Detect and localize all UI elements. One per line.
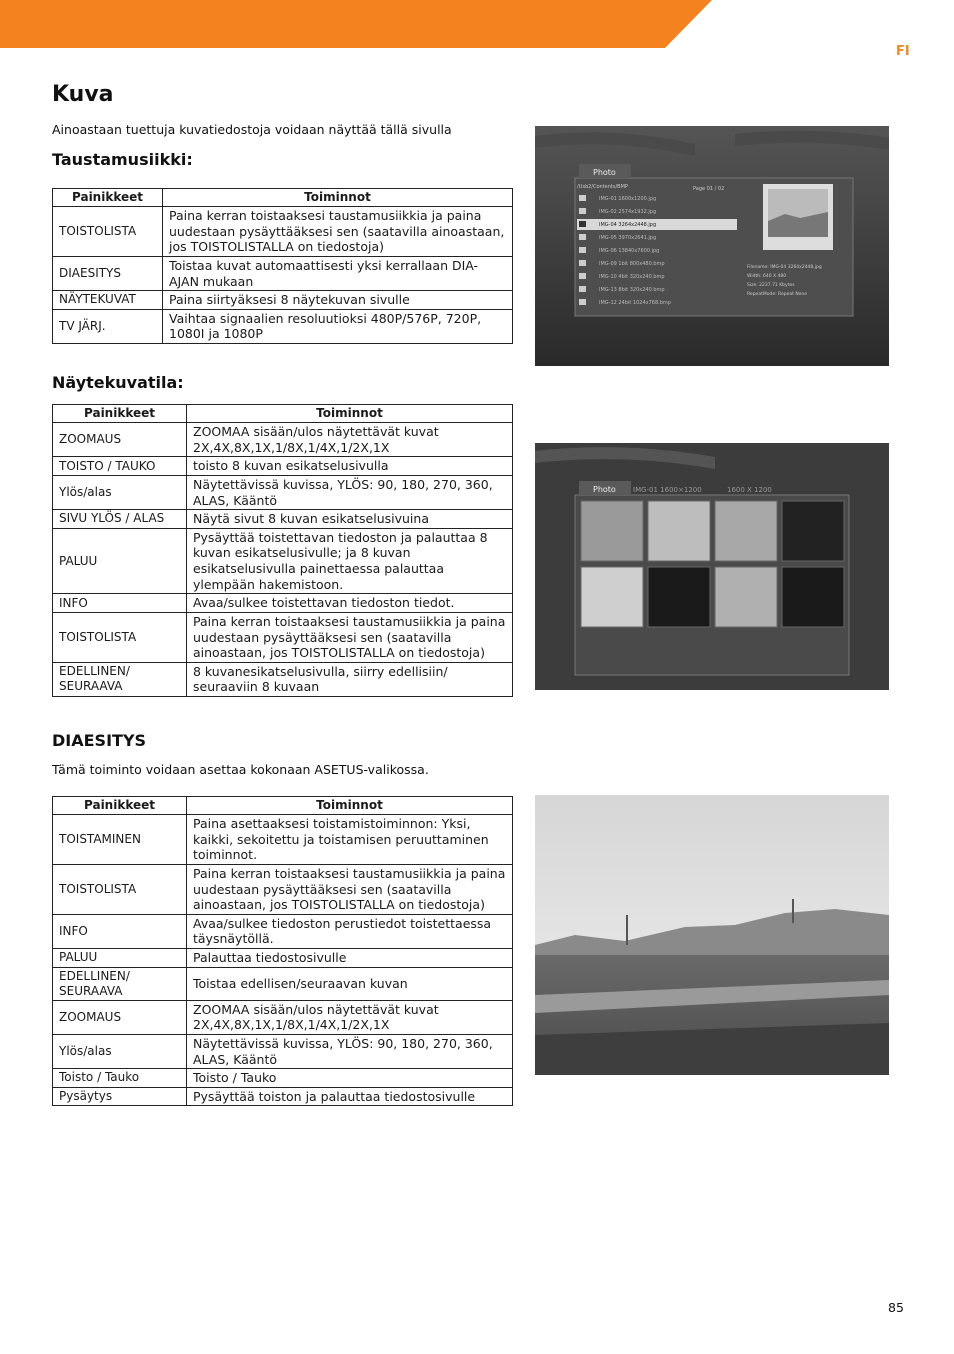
function-cell: Paina kerran toistaaksesi taustamusiikkia ja paina uudestaan pysäyttääksesi sen (saatavilla ainoastaan, jos TOISTOLISTALLA on tiedostoja)	[163, 207, 513, 257]
fullscreen-photo	[535, 795, 889, 1075]
function-cell: toisto 8 kuvan esikatselusivulla	[187, 457, 513, 476]
function-cell: Paina asettaaksesi toistamistoiminnon: Yksi, kaikki, sekoitettu ja toistamisen peruuttaminen toiminnot.	[187, 815, 513, 865]
file-list-item: IMG-10 4bit 320x240.bmp	[599, 274, 665, 280]
table-row	[53, 528, 513, 594]
function-cell: Paina siirtyäksesi 8 näytekuvan sivulle	[163, 291, 513, 310]
camera-icon	[579, 221, 586, 227]
function-cell: Näytä sivut 8 kuvan esikatselusivuina	[187, 510, 513, 529]
function-cell: Avaa/sulkee toistettavan tiedoston tiedot.	[187, 594, 513, 613]
table-row	[53, 291, 513, 310]
buttons-table	[52, 796, 513, 1106]
screen1-path: /Usb2/Contents/BMP	[577, 184, 628, 190]
buttons-table	[52, 188, 513, 344]
thumbnail-tile	[782, 567, 844, 627]
function-cell: ZOOMAA sisään/ulos näytettävät kuvat 2X,4X,8X,1X,1/8X,1/4X,1/2X,1X	[187, 423, 513, 457]
section-heading: Taustamusiikki:	[52, 150, 193, 169]
table-row	[53, 864, 513, 914]
function-cell: Näytettävissä kuvissa, YLÖS: 90, 180, 270, 360, ALAS, Kääntö	[187, 1034, 513, 1068]
section-heading: Näytekuvatila:	[52, 373, 184, 392]
thumbnail-tile	[581, 567, 643, 627]
screenshot-graphic	[535, 443, 889, 690]
button-name-cell: INFO	[53, 914, 187, 948]
column-header: Painikkeet	[53, 405, 187, 423]
table-row	[53, 475, 513, 509]
page-number: 85	[888, 1300, 904, 1315]
thumbnail-tile	[648, 501, 710, 561]
button-name-cell: Toisto / Tauko	[53, 1069, 187, 1088]
button-name-cell: Pysäytys	[53, 1087, 187, 1106]
file-list-item: IMG-05 3970x2641.jpg	[599, 235, 657, 241]
table-row	[53, 1087, 513, 1106]
table-row	[53, 423, 513, 457]
column-header: Toiminnot	[187, 405, 513, 423]
screen1-tab: Photo	[593, 168, 616, 177]
function-cell: Näytettävissä kuvissa, YLÖS: 90, 180, 270, 360, ALAS, Kääntö	[187, 475, 513, 509]
screen2-file: IMG-01 1600×1200	[633, 486, 702, 494]
language-label: FI	[896, 44, 910, 59]
button-name-cell: Ylös/alas	[53, 475, 187, 509]
table-row	[53, 662, 513, 696]
button-name-cell: Ylös/alas	[53, 1034, 187, 1068]
camera-icon	[579, 208, 586, 214]
button-name-cell: DIAESITYS	[53, 256, 163, 290]
camera-icon	[579, 247, 586, 253]
screen1-page: Page 01 / 02	[693, 186, 725, 192]
table-row	[53, 949, 513, 968]
table-row	[53, 612, 513, 662]
button-name-cell: TV JÄRJ.	[53, 309, 163, 343]
thumbnail-tile	[715, 567, 777, 627]
function-cell: Vaihtaa signaalien resoluutioksi 480P/576P, 720P, 1080I ja 1080P	[163, 309, 513, 343]
screen2-tab: Photo	[593, 485, 616, 494]
function-cell: 8 kuvanesikatselusivulla, siirry edellisiin/ seuraaviin 8 kuvaan	[187, 662, 513, 696]
thumbnail-tile	[648, 567, 710, 627]
column-header: Toiminnot	[187, 797, 513, 815]
file-list-item: IMG-02 2574x1932.jpg	[599, 209, 657, 215]
camera-icon	[579, 286, 586, 292]
function-cell: Pysäyttää toistettavan tiedoston ja palauttaa 8 kuvan esikatselusivulle; ja 8 kuvan esikatselusivulla painettaessa palauttaa ylempään hakemistoon.	[187, 528, 513, 594]
table-row	[53, 594, 513, 613]
camera-icon	[579, 260, 586, 266]
thumbnail-tile	[581, 501, 643, 561]
button-name-cell: PALUU	[53, 528, 187, 594]
table-row	[53, 914, 513, 948]
function-cell: ZOOMAA sisään/ulos näytettävät kuvat 2X,4X,8X,1X,1/8X,1/4X,1/2X,1X	[187, 1000, 513, 1034]
table-row	[53, 1069, 513, 1088]
table-row	[53, 967, 513, 1000]
button-name-cell: EDELLINEN/ SEURAAVA	[53, 967, 187, 1000]
function-cell: Palauttaa tiedostosivulle	[187, 949, 513, 968]
section-heading: DIAESITYS	[52, 731, 147, 750]
screen2-res: 1600 X 1200	[727, 486, 772, 494]
function-cell: Avaa/sulkee tiedoston perustiedot toistettaessa täysnäytöllä.	[187, 914, 513, 948]
button-name-cell: NÄYTEKUVAT	[53, 291, 163, 310]
function-cell: Paina kerran toistaaksesi taustamusiikkia ja paina uudestaan pysäyttääksesi sen (saatavilla ainoastaan, jos TOISTOLISTALLA on tiedostoja)	[187, 864, 513, 914]
file-info-line: Size: 2237.71 Kbytes	[747, 283, 795, 288]
table-row	[53, 815, 513, 865]
file-info-line: Width: 640 X 480	[747, 274, 787, 279]
file-list-item: IMG-13 8bit 320x240.bmp	[599, 287, 665, 293]
button-name-cell: INFO	[53, 594, 187, 613]
page-title: Kuva	[52, 82, 114, 107]
section-note: Tämä toiminto voidaan asettaa kokonaan ASETUS-valikossa.	[52, 762, 429, 777]
function-cell: Pysäyttää toiston ja palauttaa tiedostosivulle	[187, 1087, 513, 1106]
function-cell: Paina kerran toistaaksesi taustamusiikkia ja paina uudestaan pysäyttääksesi sen (saatavilla ainoastaan, jos TOISTOLISTALLA on tiedostoja)	[187, 612, 513, 662]
thumbnail-screenshot	[535, 443, 889, 690]
table-row	[53, 256, 513, 290]
file-list-item: IMG-06 13840x7600.jpg	[599, 248, 660, 254]
button-name-cell: SIVU YLÖS / ALAS	[53, 510, 187, 529]
file-list-item: IMG-01 1600x1200.jpg	[599, 196, 657, 202]
camera-icon	[579, 195, 586, 201]
buttons-table	[52, 404, 513, 697]
column-header: Toiminnot	[163, 189, 513, 207]
table-row	[53, 1034, 513, 1068]
camera-icon	[579, 273, 586, 279]
header-banner	[0, 0, 954, 50]
thumbnail-tile	[782, 501, 844, 561]
table-row	[53, 1000, 513, 1034]
table-row	[53, 457, 513, 476]
button-name-cell: TOISTOLISTA	[53, 864, 187, 914]
column-header: Painikkeet	[53, 189, 163, 207]
photo-graphic	[535, 795, 889, 1075]
button-name-cell: TOISTAMINEN	[53, 815, 187, 865]
camera-icon	[579, 299, 586, 305]
file-list-item: IMG-12 24bit 1024x768.bmp	[599, 300, 671, 306]
table-row	[53, 510, 513, 529]
table-row	[53, 207, 513, 257]
camera-icon	[579, 234, 586, 240]
file-browser-screenshot	[535, 126, 889, 366]
button-name-cell: EDELLINEN/ SEURAAVA	[53, 662, 187, 696]
button-name-cell: ZOOMAUS	[53, 1000, 187, 1034]
intro-text: Ainoastaan tuettuja kuvatiedostoja voidaan näyttää tällä sivulla	[52, 122, 452, 137]
button-name-cell: TOISTOLISTA	[53, 207, 163, 257]
table-row	[53, 309, 513, 343]
button-name-cell: TOISTOLISTA	[53, 612, 187, 662]
button-name-cell: PALUU	[53, 949, 187, 968]
file-list-item: IMG-04 3264x2448.jpg	[599, 222, 657, 228]
button-name-cell: TOISTO / TAUKO	[53, 457, 187, 476]
button-name-cell: ZOOMAUS	[53, 423, 187, 457]
function-cell: Toistaa edellisen/seuraavan kuvan	[187, 967, 513, 1000]
column-header: Painikkeet	[53, 797, 187, 815]
function-cell: Toisto / Tauko	[187, 1069, 513, 1088]
thumbnail-tile	[715, 501, 777, 561]
function-cell: Toistaa kuvat automaattisesti yksi kerrallaan DIA-AJAN mukaan	[163, 256, 513, 290]
screenshot-graphic	[535, 126, 889, 366]
file-info-line: Filename: IMG-04 3264x2448.jpg	[747, 265, 822, 270]
file-info-line: RepeatMode: Repeat None	[747, 292, 808, 297]
file-list-item: IMG-09 1bit 800x480.bmp	[599, 261, 665, 267]
